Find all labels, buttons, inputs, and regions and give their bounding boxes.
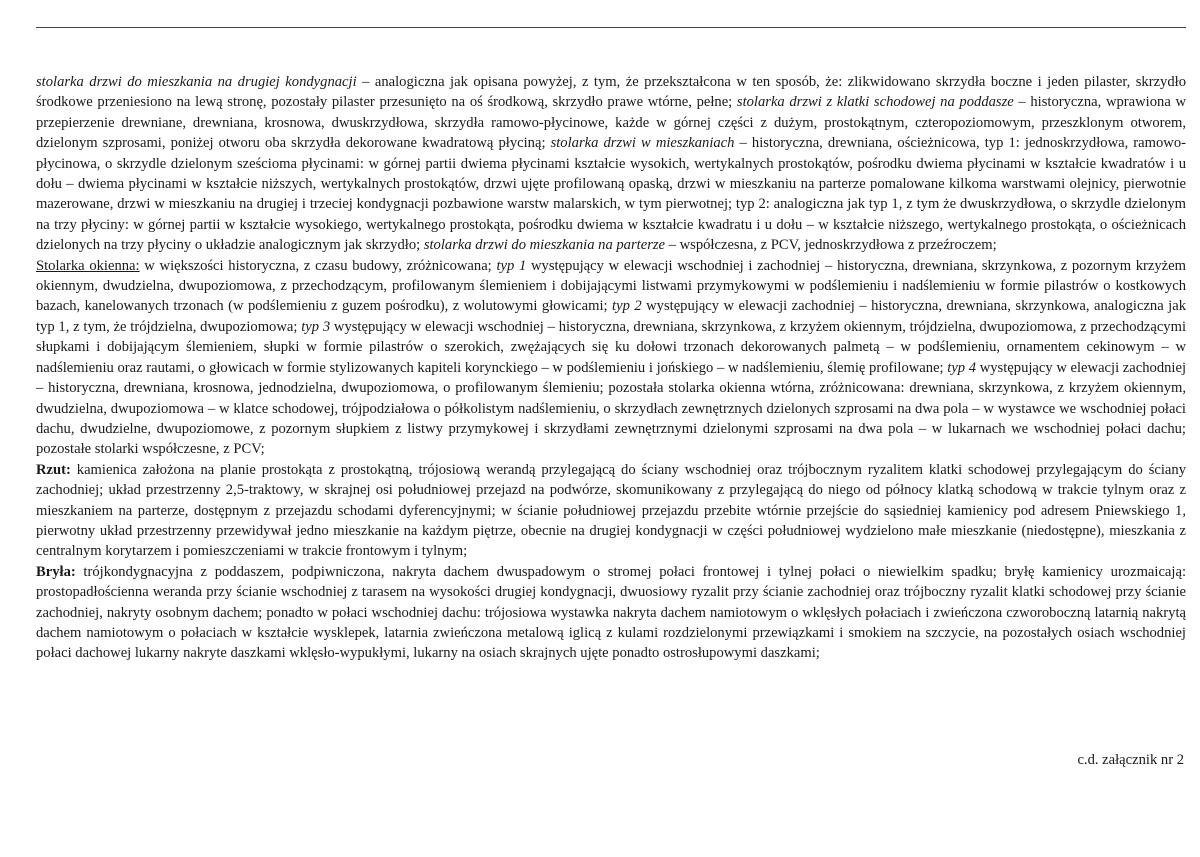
paragraph-plan — [36, 460, 1186, 562]
text-window-type-1: występujący w elewacji wschodniej i zachodniej – historyczna, drewniana, skrzynkowa, z pozornym krzyżem okiennym, dwudzielna, dwupoziomowa, z przechodzącym, profilowanym ślemieniem i dobijającymi listwami przymykowymi w podślemieniu i nadślemieniu w formie pilastrów o kostkowych bazach, kanelowanych trzonach (w podślemieniu z guzem pośrodku), z wolutowymi głowicami; — [36, 257, 1186, 315]
text-window-type-2: występujący w elewacji zachodniej – historyczna, drewniana, skrzynkowa, analogiczna jak typ 1, z tym, że trójdzielna, dwupoziomowa; — [36, 298, 1187, 335]
text-ground-floor-door: – współczesna, z PCV, jednoskrzydłowa z przeźroczem; — [665, 237, 997, 254]
term-flat-doors: stolarka drzwi w mieszkaniach — [550, 135, 735, 152]
text-flat-doors: – historyczna, drewniana, ościeżnicowa, typ 1: jednoskrzydłowa, ramowo-płycinowa, o skrzydle dzielonym sześcioma płycinami: w górnej partii dwiema płycinami kształcie wysokich, wertykalnych prostokątów, pośrodku dwiema płycinami w kształcie kwadratów i u dołu – dwiema płycinami w kształcie niższych, wertykalnych prostokątów, drzwi ujęte profilowaną opaską, drzwi w mieszkaniu na parterze pomalowane kilkoma warstwami olejnicy, pierwotnie mazerowane, drzwi w mieszkaniu na drugiej i trzeciej kondygnacji pozbawione warstw malarskich, w tym pierwotnej; typ 2: analogiczna jak typ 1, z tym że dwuskrzydłowa, o skrzydle dzielonym na trzy płyciny: w górnej partii w kształcie wysokiego, wertykalnego prostokąta, pośrodku dwiema w kształcie kwadratu i u dołu – w kształcie niższego, wertykalnego prostokąta, o ościeżnicach dzielonych na trzy płyciny o układzie analogicznym jak skrzydło; — [36, 135, 1186, 254]
term-window-type-3: typ 3 — [301, 318, 331, 335]
document-body — [36, 72, 1186, 664]
continuation-note: c.d. załącznik nr 2 — [1077, 752, 1184, 768]
paragraph-window-joinery — [36, 256, 1186, 460]
term-window-type-2: typ 2 — [612, 298, 642, 315]
text-window-type-3: występujący w elewacji wschodniej – historyczna, drewniana, skrzynkowa, z krzyżem okiennym, trójdzielna, dwupoziomowa, z przechodzącymi słupkami i dobijającym ślemieniem, słupki w formie pilastrów o szerokich, zwężających się ku dołowi trzonach dekorowanych palmetą – w podślemieniu, ornamentem cekinowym – w nadślemieniu oraz rautami, o głowicach w formie stylizowanych kapiteli korynckiego – w podślemieniu i jońskiego – w nadślemieniu, ślemię profilowane; — [36, 318, 1187, 376]
text-upper-floor-door: – analogiczna jak opisana powyżej, z tym, że przekształcona w ten sposób, że: zlikwidowano skrzydła boczne i jeden pilaster, skrzydło środkowe przeniesiono na lewą stronę, pozostały pilaster przesunięto na oś środkową, skrzydło prawe wtórne, pełne; — [36, 74, 1186, 111]
term-window-type-1: typ 1 — [496, 257, 527, 274]
text-window-type-4: występujący w elewacji zachodniej – historyczna, drewniana, krosnowa, jednodzielna, dwupoziomowa, o profilowanym ślemieniu; pozostała stolarka okienna wtórna, zróżnicowana: drewniana, skrzynkowa, z krzyżem okiennym, dwudzielna, dwupoziomowa – w klatce schodowej, trójpodziałowa o półkolistym nadślemieniu, o skrzydłach zewnętrznych dzielonych szprosami na dwa pola – w wystawce we wschodniej połaci dachu, dwudzielne, dwupoziomowe, z pozornym słupkiem z listwy przymykowej i skrzydłami zewnętrznymi dzielonymi szprosami na dwa pola – w lukarnach we wschodniej połaci dachu; pozostałe stolarki współczesne, z PCV; — [36, 359, 1186, 458]
paragraph-massing — [36, 562, 1186, 664]
text-massing: trójkondygnacyjna z poddaszem, podpiwniczona, nakryta dachem dwuspadowym o stromej połaci frontowej i tylnej połaci o niewielkim spadku; bryłę kamienicy urozmaicają: prostopadłościenna weranda przy ścianie wschodniej z tarasem na wysokości drugiej kondygnacji, dwuosiowy ryzalit przy ścianie zachodniej oraz trójboczny ryzalit klatki schodowej przy ścianie zachodniej, nakryty osobnym dachem; ponadto w połaci wschodniej dachu: trójosiowa wystawka nakryta dachem namiotowym o wklęsłych połaciach i zwieńczona czworoboczną latarnią nakrytą dachem namiotowym o połaciach w kształcie wysklepek, latarnia zwieńczona metalową iglicą z kulami rozdzielonymi przewiązkami i smokiem na szczycie, na pozostałych osiach wschodniej połaci dachowej lukarny nakryte daszkami wklęsło-wypukłymi, lukarny na osiach skrajnych ujęte ponadto ostrosłupowymi daszkami; — [36, 563, 1186, 662]
term-ground-floor-door: stolarka drzwi do mieszkania na parterze — [423, 237, 666, 254]
term-upper-floor-door: stolarka drzwi do mieszkania na drugiej kondygnacji — [36, 74, 357, 90]
term-attic-door: stolarka drzwi z klatki schodowej na poddasze — [736, 94, 1014, 111]
heading-plan: Rzut: — [36, 461, 71, 478]
term-window-type-4: typ 4 — [947, 359, 977, 376]
header-rule — [36, 27, 1186, 28]
paragraph-door-joinery — [36, 72, 1186, 256]
text-plan: kamienica założona na planie prostokąta z prostokątną, trójosiową werandą przylegającą do ściany wschodniej oraz trójbocznym ryzalitem klatki schodowej przylegającym do ściany zachodniej; układ przestrzenny 2,5-traktowy, w skrajnej osi południowej przejazd na podwórze, skomunikowany z przylegającą do niego od północy klatką schodową w trakcie tylnym oraz z mieszkaniem na parterze, dostępnym z przejazdu schodami dyferencyjnymi; w ścianie południowej przejazdu przebite wtórnie przejście do sąsiedniej kamienicy pod adresem Pniewskiego 1, pierwotny układ przestrzenny przewidywał jedno mieszkanie na każdym piętrze, obecnie na drugiej kondygnacji w części południowej wydzielono małe mieszkanie (niedostępne), mieszkania z centralnym korytarzem i pomieszczeniami w trakcie frontowym i tylnym; — [36, 461, 1186, 560]
text-attic-door: – historyczna, wprawiona w przepierzenie drewniane, drewniana, krosnowa, dwuskrzydłowa, skrzydła ramowo-płycinowe, każde w górnej części z dużym, prostokątnym, czteropoziomowym, przeszklonym otworem, dzielonym szprosami, poniżej otworu oba skrzydła dekorowane kwadratową płyciną; — [36, 94, 1186, 152]
text-window-intro: w większości historyczna, z czasu budowy, zróżnicowana; — [139, 257, 497, 274]
heading-window-joinery: Stolarka okienna: — [36, 257, 140, 274]
heading-massing: Bryła: — [36, 563, 76, 580]
